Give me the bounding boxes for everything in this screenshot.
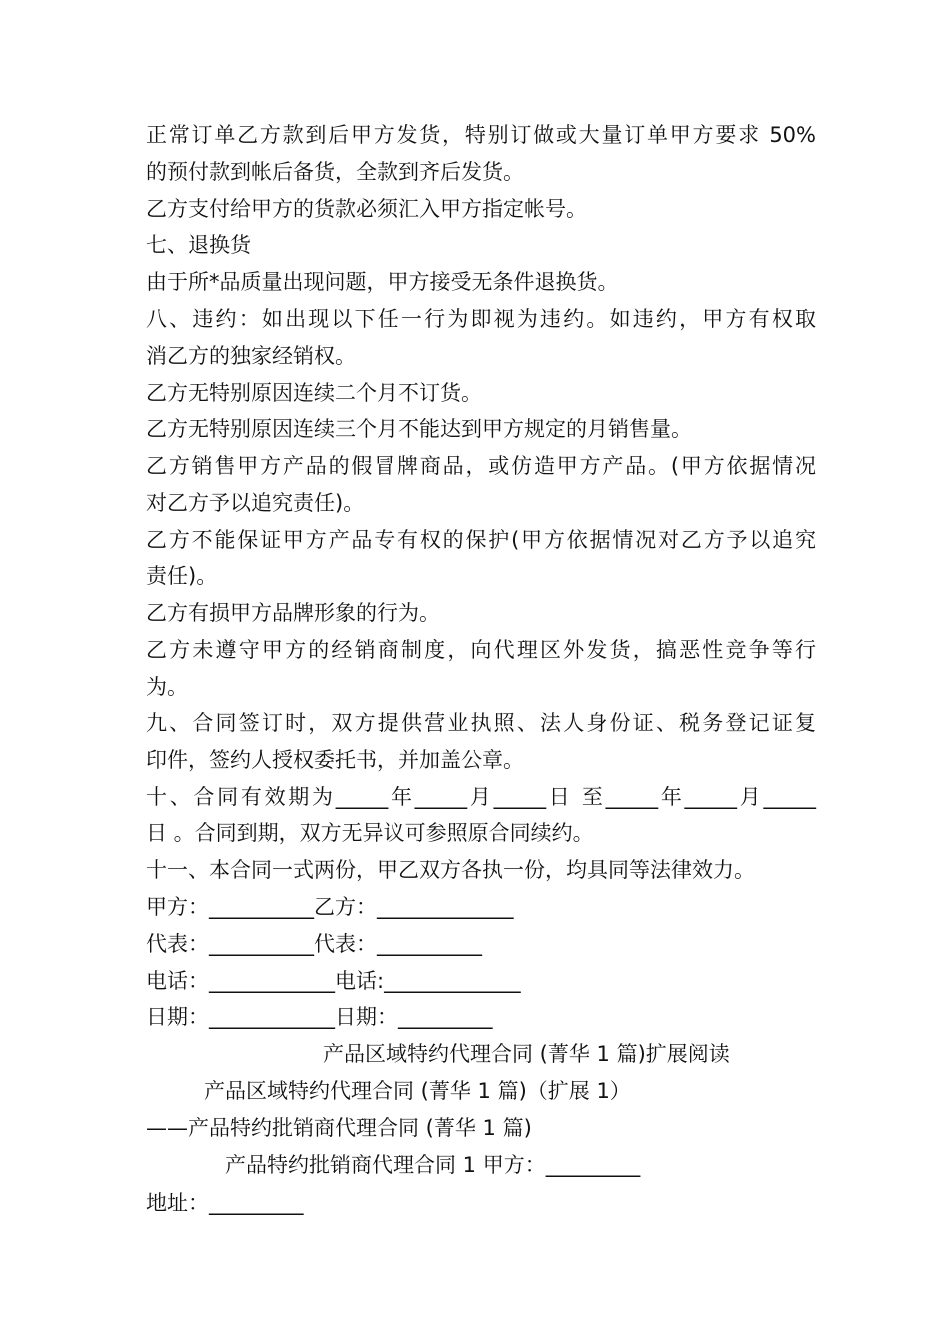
text-line: 乙方未遵守甲方的经销商制度，向代理区外发货，搞恶性竞争等行 — [146, 638, 816, 662]
extension-title: 产品区域特约代理合同 (菁华 1 篇)（扩展 1） — [204, 1079, 631, 1103]
text-line: 乙方无特别原因连续三个月不能达到甲方规定的月销售量。 — [146, 417, 692, 441]
contract-heading: 产品特约批销商代理合同 1 甲方：_________ — [225, 1153, 641, 1177]
text-line: 为。 — [146, 675, 188, 699]
address-field: 地址：_________ — [146, 1191, 304, 1215]
text-line: 印件，签约人授权委托书，并加盖公章。 — [146, 748, 524, 772]
text-line: 由于所*品质量出现问题，甲方接受无条件退换货。 — [146, 270, 619, 294]
section-heading: 十、合同有效期为_____年_____月_____日 至_____年_____月_____ — [146, 785, 816, 809]
extended-reading-title: 产品区域特约代理合同 (菁华 1 篇)扩展阅读 — [323, 1042, 730, 1066]
section-heading: 十一、本合同一式两份，甲乙双方各执一份，均具同等法律效力。 — [146, 858, 755, 882]
text-line: 的预付款到帐后备货，全款到齐后发货。 — [146, 160, 524, 184]
text-line: 乙方不能保证甲方产品专有权的保护(甲方依据情况对乙方予以追究 — [146, 528, 816, 552]
text-line: 乙方无特别原因连续二个月不订货。 — [146, 381, 482, 405]
text-line: 乙方销售甲方产品的假冒牌商品，或仿造甲方产品。(甲方依据情况 — [146, 454, 816, 478]
text-line: 乙方有损甲方品牌形象的行为。 — [146, 601, 440, 625]
text-line: 日 。合同到期，双方无异议可参照原合同续约。 — [146, 821, 594, 845]
signature-field-party: 甲方：__________乙方：_____________ — [146, 895, 514, 919]
text-line: 乙方支付给甲方的货款必须汇入甲方指定帐号。 — [146, 197, 587, 221]
signature-field-phone: 电话：____________电话:_____________ — [146, 969, 521, 993]
signature-field-representative: 代表：__________代表：__________ — [146, 932, 482, 956]
text-line: 对乙方予以追究责任)。 — [146, 491, 365, 515]
section-heading: 九、合同签订时，双方提供营业执照、法人身份证、税务登记证复 — [146, 711, 816, 735]
section-heading: 七、退换货 — [146, 233, 251, 257]
signature-field-date: 日期：____________日期：_________ — [146, 1005, 493, 1029]
section-heading: 八、违约：如出现以下任一行为即视为违约。如违约，甲方有权取 — [146, 307, 816, 331]
subtitle: ——产品特约批销商代理合同 (菁华 1 篇) — [146, 1116, 532, 1140]
text-line: 责任)。 — [146, 564, 218, 588]
text-line: 正常订单乙方款到后甲方发货，特别订做或大量订单甲方要求 50% — [146, 123, 816, 147]
text-line: 消乙方的独家经销权。 — [146, 344, 356, 368]
